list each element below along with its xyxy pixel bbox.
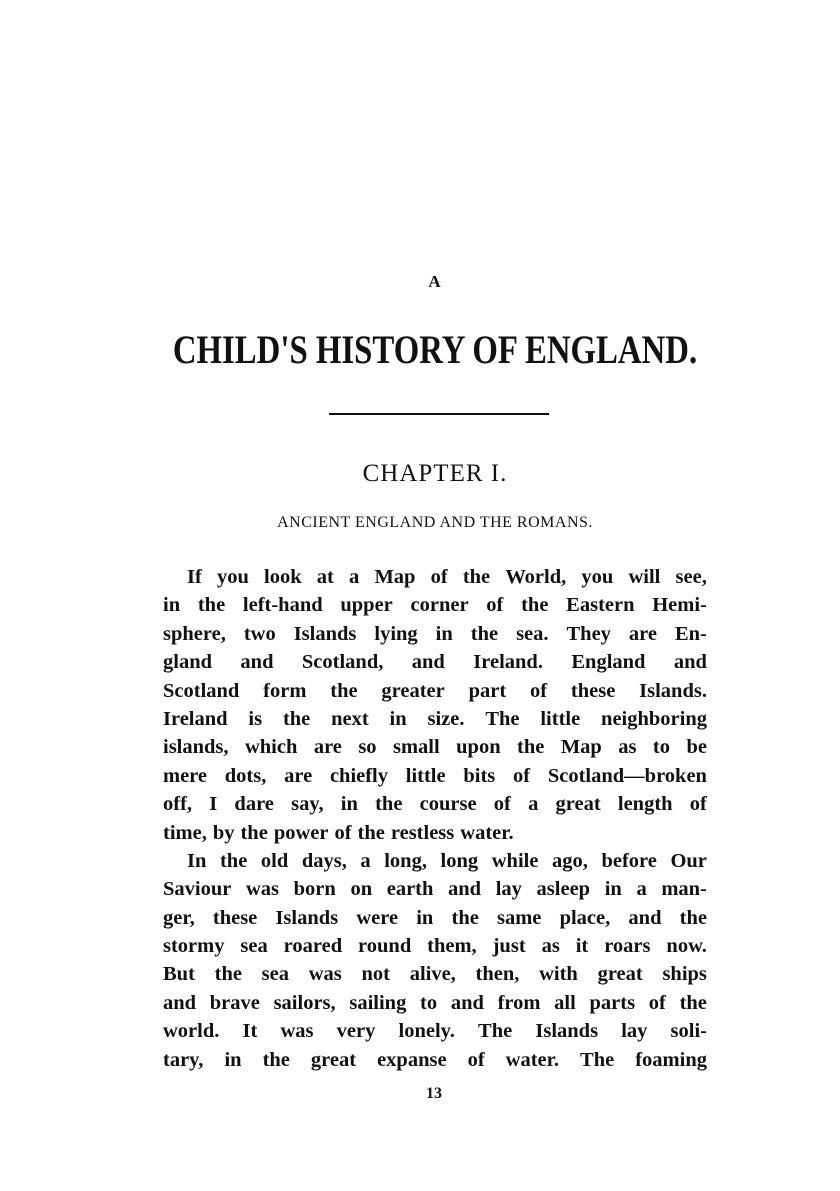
book-pre-title: A — [428, 272, 442, 291]
text-line: and brave sailors, sailing to and from all parts of the — [163, 991, 707, 1014]
text-line: In the old days, a long, long while ago, before Our — [187, 849, 707, 872]
title-divider — [329, 413, 549, 415]
chapter-subtitle: ANCIENT ENGLAND AND THE ROMANS. — [277, 514, 593, 531]
text-line: ger, these Islands were in the same place, and the — [163, 906, 707, 929]
text-line: Scotland form the greater part of these Islands. — [163, 679, 707, 702]
text-line: in the left-hand upper corner of the Eastern Hemi- — [163, 594, 707, 617]
text-line: off, I dare say, in the course of a great length of — [163, 793, 707, 816]
text-line: Saviour was born on earth and lay asleep in a man- — [163, 878, 707, 901]
text-line: mere dots, are chiefly little bits of Scotland—broken — [163, 764, 707, 787]
text-line: world. It was very lonely. The Islands lay soli- — [163, 1020, 707, 1043]
text-line: tary, in the great expanse of water. The foaming — [163, 1048, 707, 1071]
text-line: But the sea was not alive, then, with great ships — [163, 963, 707, 986]
text-line: stormy sea roared round them, just as it roars now. — [163, 935, 707, 958]
text-line: gland and Scotland, and Ireland. England and — [163, 651, 707, 674]
text-line: If you look at a Map of the World, you will see, — [187, 566, 707, 588]
chapter-heading: CHAPTER I. — [362, 460, 508, 487]
body-text — [163, 563, 707, 1074]
text-line: sphere, two Islands lying in the sea. They are En- — [163, 622, 707, 645]
text-line: islands, which are so small upon the Map as to be — [163, 736, 707, 759]
book-title: CHILD'S HISTORY OF ENGLAND. — [172, 327, 698, 372]
text-line: Ireland is the next in size. The little neighboring — [163, 707, 707, 730]
text-line: time, by the power of the restless water. — [163, 821, 514, 844]
page-number: 13 — [426, 1085, 442, 1102]
